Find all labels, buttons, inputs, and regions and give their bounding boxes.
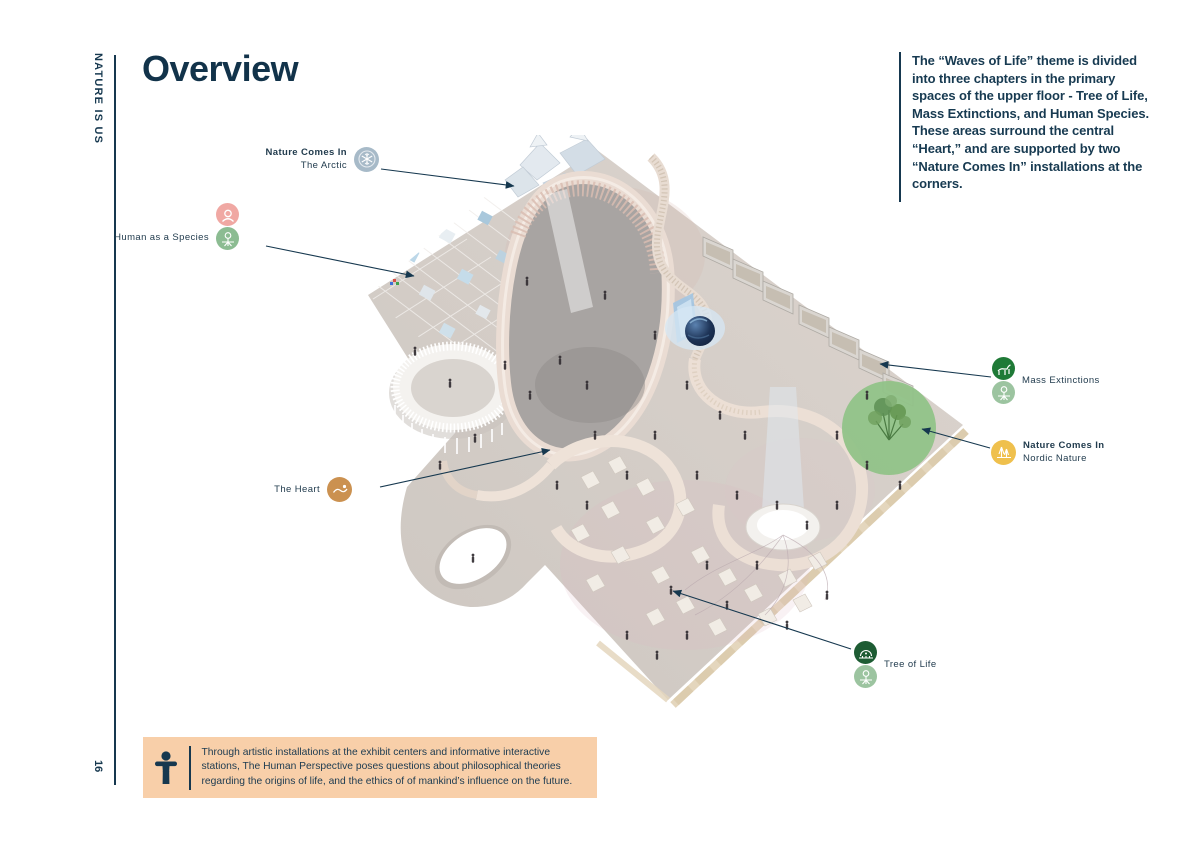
edge-label: NATURE IS US [92,53,104,145]
footnote-box [143,737,597,798]
callout-mass-extinctions [992,357,1100,404]
intro-paragraph: The “Waves of Life” theme is divided into three chapters in the primary spaces of the upper floor - Tree of Life, Mass Extinctions, and Human Species. These areas surround the central “Heart,” and are supported by two “Nature Comes In” installations at the corners. [912,53,1149,192]
canopy-sun-icon [854,641,877,664]
page-title: Overview [142,48,299,89]
callout-label: The Heart [274,484,320,495]
page-number: 16 [92,760,104,773]
human-head-icon [216,203,239,226]
pine-trees-icon [991,440,1016,465]
callout-subtitle: Nordic Nature [1023,453,1087,464]
callout-label: Human as a Species [114,232,209,243]
footnote-text: Through artistic installations at the exhibit centers and informative interactive stations, The Human Perspective poses questions about philosophical theories regarding the origins of life, and the ethics of of mankind’s influence on the future. [201,746,573,787]
callout-heart [274,477,352,502]
callout-label: Tree of Life [884,659,937,670]
callout-arctic [266,146,380,172]
human-figure-icon [143,750,189,786]
edge-rule [114,55,116,785]
extinct-animal-icon [992,357,1015,380]
reclining-figure-icon [327,477,352,502]
nordic-nature-zone [842,381,936,475]
rooted-tree-icon [854,665,877,688]
callout-nordic-nature [991,439,1105,465]
floorplan-illustration [355,135,975,715]
rooted-tree-icon [216,227,239,250]
callout-title: Nature Comes In [1023,440,1105,451]
callout-label: Mass Extinctions [1022,375,1100,386]
callout-title: Nature Comes In [265,147,347,158]
callout-tree-of-life [854,641,937,688]
callout-subtitle: The Arctic [300,160,347,171]
rooted-tree-icon [992,381,1015,404]
callout-human-species [114,203,239,250]
snowflake-icon [354,147,379,172]
